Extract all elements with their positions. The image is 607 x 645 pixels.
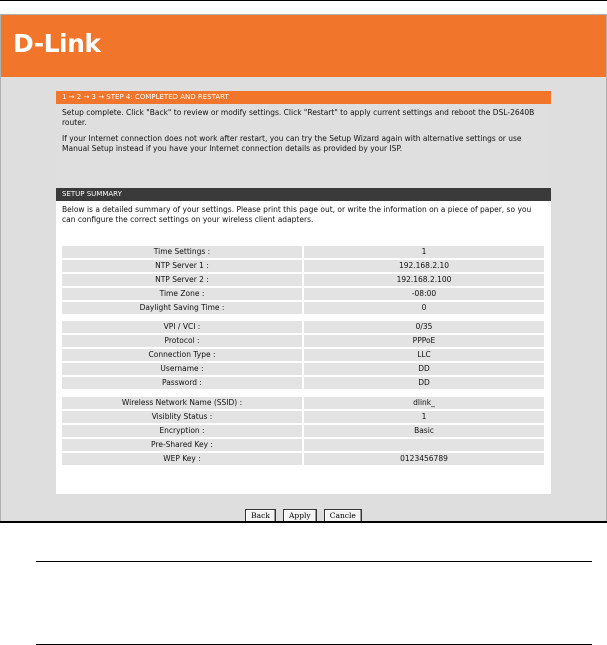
step-paragraph-1: Setup complete. Click "Back" to review or modify settings. Click "Restart" to apply current settings and reboot the DSL-2640B router. <box>62 108 535 127</box>
row-value: DD <box>304 377 544 389</box>
row-value: LLC <box>304 349 544 361</box>
row-key: NTP Server 2 : <box>62 274 302 286</box>
summary-row <box>62 363 544 375</box>
summary-row <box>62 453 544 465</box>
router-ui-frame <box>0 14 607 522</box>
time-settings-group <box>62 246 544 316</box>
step-title: 1 → 2 → 3 → STEP 4: COMPLETED AND RESTART <box>56 91 551 104</box>
row-key: Protocol : <box>62 335 302 347</box>
apply-button[interactable]: Apply <box>283 509 317 523</box>
header-banner <box>1 15 606 77</box>
row-value: 0/35 <box>304 321 544 333</box>
connection-settings-group <box>62 321 544 391</box>
summary-row <box>62 397 544 409</box>
action-buttons <box>1 503 606 523</box>
row-key: WEP Key : <box>62 453 302 465</box>
page-top-rule <box>0 0 607 1</box>
setup-summary-panel <box>56 188 551 494</box>
summary-row <box>62 246 544 258</box>
summary-title: SETUP SUMMARY <box>56 188 551 201</box>
row-key: Daylight Saving Time : <box>62 302 302 314</box>
summary-row <box>62 260 544 272</box>
step-description <box>56 104 551 154</box>
dlink-logo: D-Link <box>13 29 101 58</box>
summary-intro: Below is a detailed summary of your settings. Please print this page out, or write the information on a piece of paper, so you can configure the correct settings on your wireless client adapters. <box>62 205 532 224</box>
row-value <box>304 439 544 451</box>
back-button[interactable]: Back <box>245 509 276 523</box>
row-value: 1 <box>304 246 544 258</box>
row-value: dlink_ <box>304 397 544 409</box>
screenshot-bottom-rule <box>0 521 607 523</box>
row-key: NTP Server 1 : <box>62 260 302 272</box>
row-key: Username : <box>62 363 302 375</box>
row-value: PPPoE <box>304 335 544 347</box>
summary-row <box>62 288 544 300</box>
row-value: 1 <box>304 411 544 423</box>
cancel-button[interactable]: Cancle <box>324 509 362 523</box>
summary-row <box>62 411 544 423</box>
summary-row <box>62 274 544 286</box>
row-key: Pre-Shared Key : <box>62 439 302 451</box>
step-panel <box>56 91 551 187</box>
summary-row <box>62 335 544 347</box>
summary-row <box>62 321 544 333</box>
summary-row <box>62 439 544 451</box>
summary-row <box>62 377 544 389</box>
row-value: Basic <box>304 425 544 437</box>
row-key: Password : <box>62 377 302 389</box>
summary-row <box>62 425 544 437</box>
row-value: DD <box>304 363 544 375</box>
row-key: Time Zone : <box>62 288 302 300</box>
wireless-settings-group <box>62 397 544 467</box>
row-key: Wireless Network Name (SSID) : <box>62 397 302 409</box>
document-divider-top <box>36 561 592 562</box>
row-key: Time Settings : <box>62 246 302 258</box>
step-paragraph-2: If your Internet connection does not work after restart, you can try the Setup Wizard again with alternative settings or use Manual Setup instead if you have your Internet connection details as provided by your ISP. <box>62 134 522 153</box>
summary-row <box>62 349 544 361</box>
row-value: 0 <box>304 302 544 314</box>
summary-row <box>62 302 544 314</box>
row-value: 192.168.2.100 <box>304 274 544 286</box>
row-key: Encryption : <box>62 425 302 437</box>
row-key: Connection Type : <box>62 349 302 361</box>
row-value: 0123456789 <box>304 453 544 465</box>
row-key: Visiblity Status : <box>62 411 302 423</box>
row-key: VPI / VCI : <box>62 321 302 333</box>
row-value: 192.168.2.10 <box>304 260 544 272</box>
row-value: -08:00 <box>304 288 544 300</box>
